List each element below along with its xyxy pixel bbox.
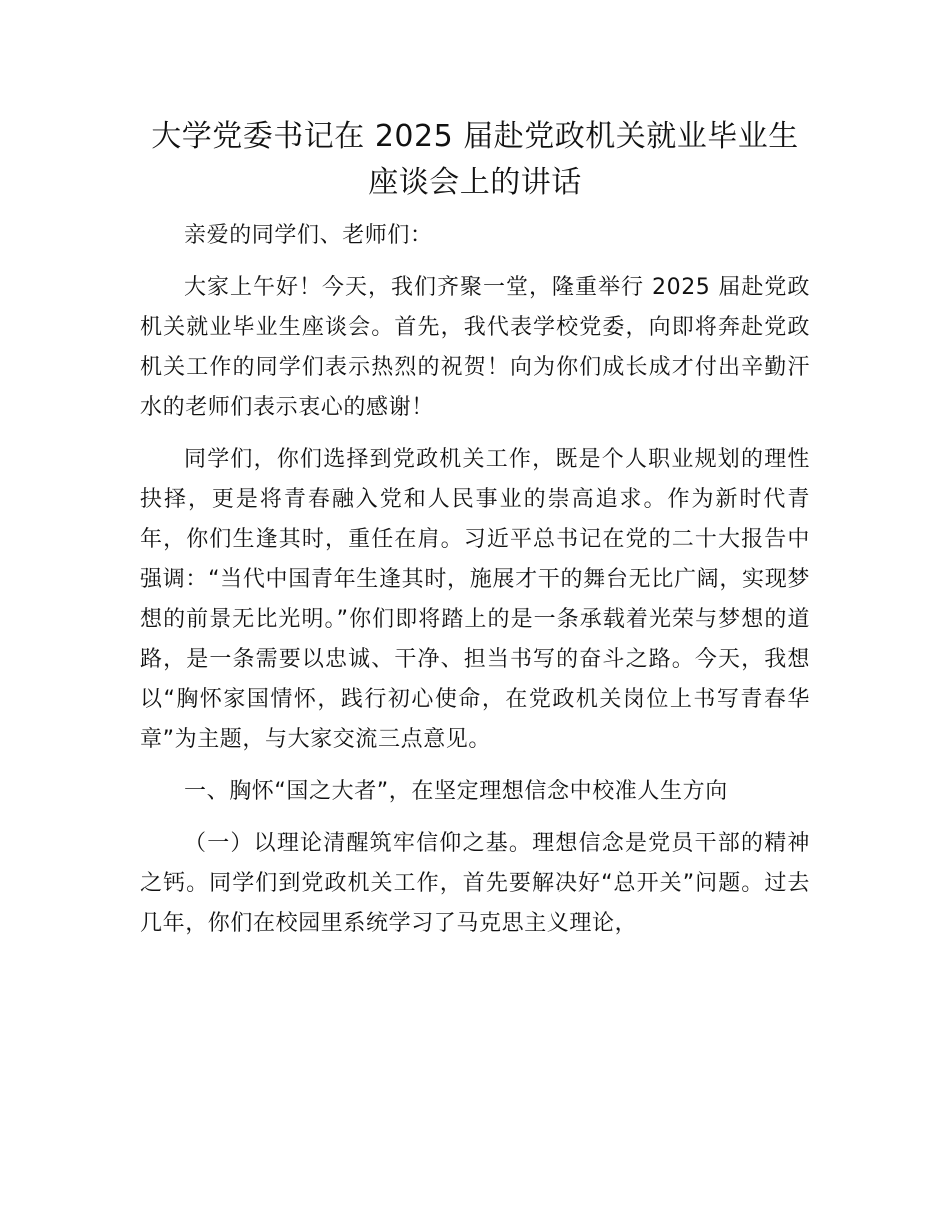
document-body xyxy=(140,216,810,956)
section-heading: 一、胸怀“国之大者”，在坚定理想信念中校准人生方向 xyxy=(184,779,728,804)
subsection-paragraph: （一）以理论清醒筑牢信仰之基。理想信念是党员干部的精神之钙。同学们到党政机关工作，首先要解决好“总开关”问题。过去几年，你们在校园里系统学习了马克思主义理论， xyxy=(140,831,810,936)
greeting-paragraph: 大家上午好！今天，我们齐聚一堂，隆重举行 2025 届赴党政机关就业毕业生座谈会。首先，我代表学校党委，向即将奔赴党政机关工作的同学们表示热烈的祝贺！向为你们成长成才付出辛勤汗水的老师们表示衷心的感谢！ xyxy=(140,275,810,420)
document-title: 大学党委书记在 2025 届赴党政机关就业毕业生座谈会上的讲话 xyxy=(151,119,799,200)
salutation-paragraph: 亲爱的同学们、老师们： xyxy=(184,223,433,248)
intro-paragraph: 同学们，你们选择到党政机关工作，既是个人职业规划的理性抉择，更是将青春融入党和人民事业的崇高追求。作为新时代青年，你们生逢其时，重任在肩。习近平总书记在党的二十大报告中强调：“当代中国青年生逢其时，施展才干的舞台无比广阔，实现梦想的前景无比光明。”你们即将踏上的是一条承载着光荣与梦想的道路，是一条需要以忠诚、干净、担当书写的奋斗之路。今天，我想以“胸怀家国情怀，践行初心使命，在党政机关岗位上书写青春华章”为主题，与大家交流三点意见。 xyxy=(140,447,810,752)
